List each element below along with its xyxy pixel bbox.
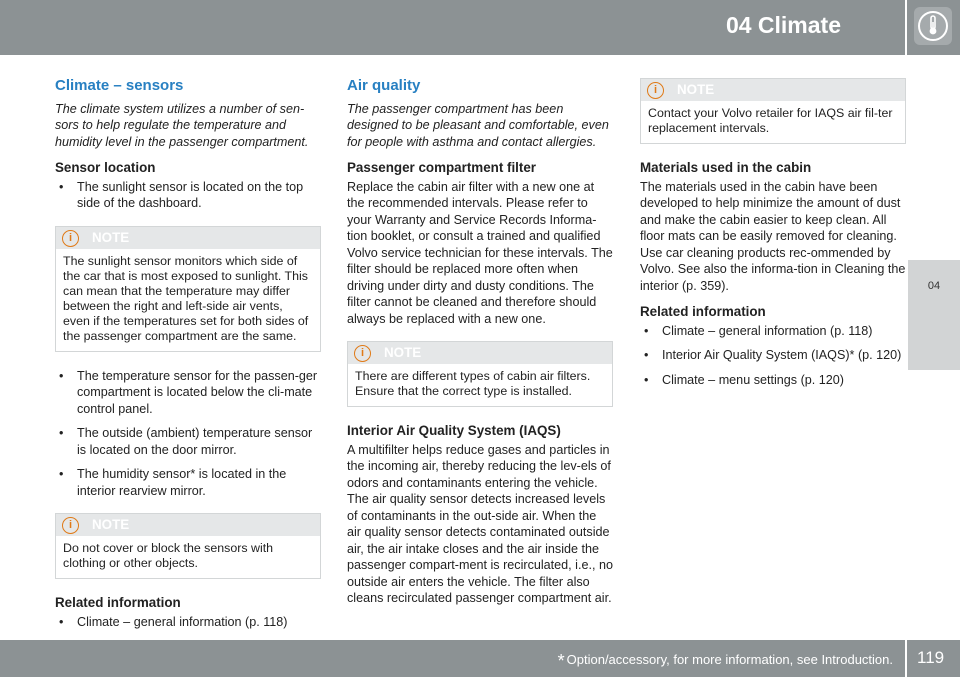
heading-related-information: Related information (55, 595, 181, 610)
sensor-list-2 (55, 368, 321, 500)
chapter-icon-box (905, 0, 960, 55)
list-item: • The humidity sensor* is located in the interior rearview mirror. (55, 466, 321, 499)
sensor-list-1 (55, 179, 321, 212)
intro-air-quality: The passenger compartment has been designed to be pleasant and comfortable, even for people with asthma and contact allergies. (347, 101, 609, 149)
footer-note (558, 651, 893, 672)
note-box (55, 226, 321, 352)
heading-filter: Passenger compartment filter (347, 160, 537, 175)
note-header (56, 514, 320, 536)
info-icon: i (354, 345, 371, 362)
note-text: Contact your Volvo retailer for IAQS air fil-ter replacement intervals. (648, 106, 893, 135)
heading-related-information: Related information (640, 304, 766, 319)
note-text: The sunlight sensor monitors which side of the car that is most exposed to sunlight. This can mean that the temperature may differ between the right and left-side air vents, even if the temperatures set for both sides of the passenger compartment are the same. (63, 253, 309, 343)
info-icon: i (62, 517, 79, 534)
section-title-sensors: Climate – sensors (55, 77, 184, 94)
thermometer-icon (914, 7, 952, 45)
intro-sensors: The climate system utilizes a number of sen-sors to help regulate the temperature and humidity level in the passenger compartment. (55, 101, 309, 149)
note-text: There are different types of cabin air filters. Ensure that the correct type is installed. (355, 369, 591, 398)
side-tab-label: 04 (927, 280, 941, 292)
related-link[interactable]: • Climate – general information (p. 118) (640, 323, 906, 340)
related-link[interactable]: • Climate – menu settings (p. 120) (640, 372, 906, 389)
heading-iaqs: Interior Air Quality System (IAQS) (347, 423, 561, 438)
note-text: Do not cover or block the sensors with clothing or other objects. (63, 541, 274, 570)
filter-paragraph: Replace the cabin air filter with a new one at the recommended intervals. Please refer to your Warranty and Service Records Informa-tion booklet, or consult a trained and qualified Volvo service technician for these intervals. The filter should be replaced more often when driving under dirty and dusty conditions. The filter cannot be cleaned and therefore should always be replaced with a new one. (347, 179, 613, 326)
column-sensors (55, 78, 321, 638)
page-header (0, 0, 905, 55)
column-materials (640, 78, 906, 396)
page-number-box (905, 640, 960, 677)
note-header (348, 342, 612, 364)
related-list (55, 614, 321, 631)
list-item: • The temperature sensor for the passen-ger compartment is located below the cli-mate control panel. (55, 368, 321, 418)
iaqs-paragraph: A multifilter helps reduce gases and particles in the incoming air, thereby reducing the lev-els of odors and contaminants entering the vehicle. The air quality sensor detects increased levels of contaminants in the out-side air. When the air quality sensor detects contaminated outside air, the air intake closes and the air inside the passenger compart-ment is recirculated, i.e., no outside air enters the vehicle. The filter also cleans recirculated passenger compartment air. (347, 442, 613, 605)
note-box (347, 341, 613, 407)
note-title: NOTE (384, 345, 422, 360)
note-box (640, 78, 906, 144)
materials-paragraph: The materials used in the cabin have been developed to help minimize the amount of dust and make the cabin easier to keep clean. All floor mats can be easily removed for cleaning. Use car cleaning products rec-ommended by Volvo. See also the informa-tion in Cleaning the interior (p. 359). (640, 179, 906, 293)
list-item: • The outside (ambient) temperature sensor is located on the door mirror. (55, 425, 321, 458)
note-box (55, 513, 321, 579)
page-number: 119 (917, 648, 945, 667)
footer-note-text: Option/accessory, for more information, see Introduction. (566, 652, 893, 667)
chapter-title: 04 Climate (725, 12, 841, 38)
note-title: NOTE (677, 82, 715, 97)
note-title: NOTE (92, 229, 130, 245)
column-air-quality (347, 78, 613, 617)
related-link[interactable]: • Climate – general information (p. 118) (55, 614, 321, 631)
note-header (641, 79, 905, 101)
section-title-air-quality: Air quality (347, 77, 421, 94)
related-list (640, 323, 906, 389)
heading-sensor-location: Sensor location (55, 160, 156, 175)
related-link[interactable]: • Interior Air Quality System (IAQS)* (p. 120) (640, 347, 906, 364)
heading-materials: Materials used in the cabin (640, 160, 812, 175)
note-header (56, 227, 320, 249)
info-icon: i (647, 82, 664, 99)
asterisk-icon: * (557, 651, 565, 671)
page-footer (0, 640, 905, 677)
note-title: NOTE (92, 517, 130, 532)
info-icon: i (62, 230, 79, 247)
chapter-side-tab[interactable] (908, 260, 960, 370)
list-item: • The sunlight sensor is located on the top side of the dashboard. (55, 179, 321, 212)
